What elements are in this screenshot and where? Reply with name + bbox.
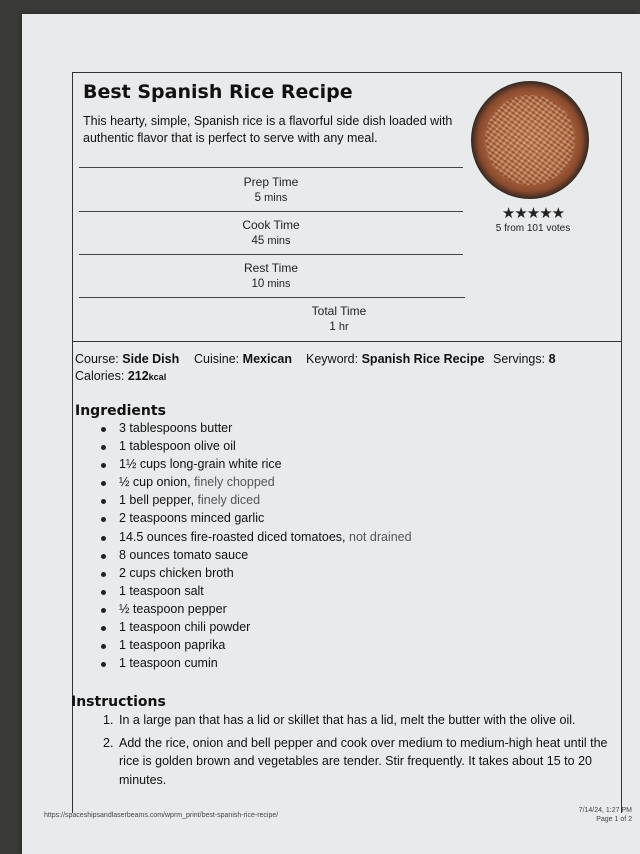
cuisine-label: Cuisine: [194,352,240,366]
instructions-list [97,711,617,793]
servings-label: Servings: [493,352,546,366]
ingredient-item: 1 teaspoon chili powder [95,620,412,638]
prep-time-unit: mins [264,192,288,204]
cook-time-label: Cook Time [242,218,300,232]
ingredient-item: 1 teaspoon paprika [95,638,412,656]
keyword-value: Spanish Rice Recipe [361,352,485,366]
divider [79,211,463,212]
calories [75,369,166,383]
total-time-value: 1 [329,321,336,333]
ingredient-item: 2 cups chicken broth [95,566,412,584]
prep-time [79,175,463,204]
printed-page [22,14,640,854]
total-time-label: Total Time [311,304,367,318]
ingredient-item: ½ cup onion, finely chopped [95,475,412,493]
ingredient-item: 1 tablespoon olive oil [95,439,412,457]
divider [79,297,465,298]
recipe-summary: This hearty, simple, Spanish rice is a flavorful side dish loaded with authentic flavor that is perfect to serve with any meal. [83,114,453,145]
print-date: 7/14/24, 1:27 PM [578,807,632,814]
rest-time [79,261,463,290]
divider [79,254,463,255]
ingredient-item: 14.5 ounces fire-roasted diced tomatoes, not drained [95,530,412,548]
ingredient-item: ½ teaspoon pepper [95,602,412,620]
ingredient-item: 3 tablespoons butter [95,421,412,439]
cuisine-value: Mexican [242,352,292,366]
keyword-label: Keyword: [306,352,359,366]
keyword [306,352,485,366]
footer-date [579,806,632,824]
prep-time-value: 5 [254,192,262,204]
cook-time-unit: mins [267,235,291,247]
servings-value: 8 [548,352,556,366]
calories-value: 212 [127,369,149,383]
course-label: Course: [75,352,119,366]
course [75,352,179,366]
ingredient-item: 2 teaspoons minced garlic [95,511,412,529]
rest-time-label: Rest Time [243,261,298,275]
ingredients-list [95,421,412,674]
rest-time-unit: mins [267,278,291,290]
total-time [273,304,405,333]
servings [493,352,556,366]
ingredients-heading: Ingredients [75,403,166,419]
rating-votes: 5 from 101 votes [495,223,571,234]
ingredient-item: 1 teaspoon cumin [95,656,412,674]
recipe-photo [471,81,589,199]
rating-stars-icon: ★★★★★ [501,205,565,222]
recipe-card [72,72,622,813]
calories-unit: kcal [148,372,167,382]
instruction-step: 2. Add the rice, onion and bell pepper and cook over medium to medium-high heat until the rice is golden brown and vegetables are tender. Stir frequently. It takes about 15 to 20 minutes. [103,735,608,787]
calories-label: Calories: [75,369,125,383]
divider [73,341,621,342]
cook-time [79,218,463,247]
divider [79,167,463,168]
ingredient-item: 1½ cups long-grain white rice [95,457,412,475]
instruction-step: 1. In a large pan that has a lid or skillet that has a lid, melt the butter with the olive oil. [103,713,576,727]
cook-time-value: 45 [251,235,265,247]
course-value: Side Dish [122,352,180,366]
prep-time-label: Prep Time [243,175,299,189]
page-number: Page 1 of 2 [596,816,632,823]
ingredient-item: 1 teaspoon salt [95,584,412,602]
rest-time-value: 10 [251,278,265,290]
recipe-title: Best Spanish Rice Recipe [83,81,353,103]
footer-url: https://spaceshipsandlaserbeams.com/wprm_print/best-spanish-rice-recipe/ [44,812,279,819]
ingredient-item: 8 ounces tomato sauce [95,548,412,566]
total-time-unit: hr [338,321,349,333]
cuisine [194,352,292,366]
ingredient-item: 1 bell pepper, finely diced [95,493,412,511]
instructions-heading: Instructions [71,694,166,710]
